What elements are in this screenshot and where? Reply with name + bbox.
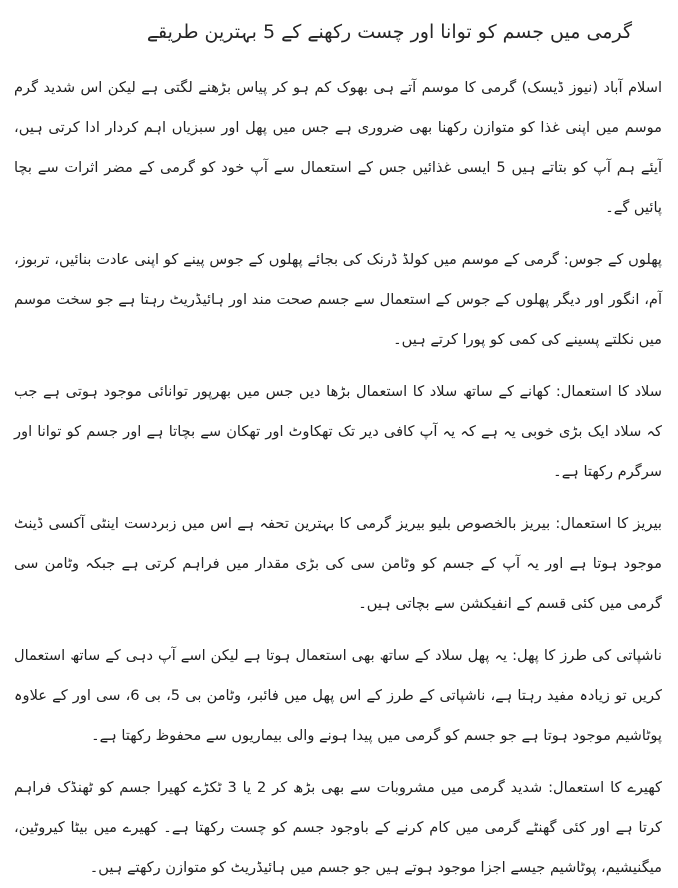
article-paragraph-pear-fruit: ناشپاتی کی طرز کا پھل: یہ پھل سلاد کے ساتھ بھی استعمال ہوتا ہے لیکن اسے آپ دہی کے ساتھ استعمال کریں تو زیادہ مفید رہتا ہے، ناشپاتی کے طرز کے اس پھل میں فائبر، وٹامن بی 5، بی 6، سی اور کے علاوہ پوٹاشیم موجود ہوتا ہے جو جسم کو گرمی میں پیدا ہونے والی بیماریوں سے محفوظ رکھتا ہے۔	[14, 647, 662, 744]
article-paragraph-berries: بیریز کا استعمال: بیریز بالخصوص بلیو بیریز گرمی کا بہترین تحفہ ہے اس میں زبردست اینٹی آکسی ڈینٹ موجود ہوتا ہے اور یہ آپ کے جسم کو وٹامن سی کی بڑی مقدار میں فراہم کرتی ہے جبکہ وٹامن سی گرمی میں کئی قسم کے انفیکشن سے بچاتی ہیں۔	[14, 515, 662, 612]
article-paragraph-salad: سلاد کا استعمال: کھانے کے ساتھ سلاد کا استعمال بڑھا دیں جس میں بھرپور توانائی موجود ہوتی ہے جب کہ سلاد ایک بڑی خوبی یہ ہے کہ یہ آپ کافی دیر تک تھکاوٹ اور تھکان سے بچاتا ہے اور جسم کو توانا اور سرگرم رکھتا ہے۔	[14, 383, 662, 480]
article-title: گرمی میں جسم کو توانا اور چست رکھنے کے 5 بہترین طریقے	[146, 21, 632, 43]
article-paragraph-cucumber: کھیرے کا استعمال: شدید گرمی میں مشروبات سے بھی بڑھ کر 2 یا 3 ٹکڑے کھیرا جسم کو ٹھنڈک فراہم کرتا ہے اور کئی گھنٹے گرمی میں کام کرنے کے باوجود جسم کو چست رکھتا ہے۔ کھیرے میں بیٹا کیروٹین، میگنیشیم، پوٹاشیم جیسے اجزا موجود ہوتے ہیں جو جسم میں ہائیڈریٹ کو متوازن رکھتے ہیں۔	[14, 779, 663, 876]
article-paragraph-intro: اسلام آباد (نیوز ڈیسک) گرمی کا موسم آتے ہی بھوک کم ہو کر پیاس بڑھنے لگتی ہے لیکن اس شدید گرم موسم میں اپنی غذا کو متوازن رکھنا بھی ضروری ہے جس میں پھل اور سبزیاں اہم کردار ادا کرتی ہیں، آیئے ہم آپ کو بتاتے ہیں 5 ایسی غذائیں جس کے استعمال سے آپ خود کو گرمی کے مضر اثرات سے بچا پائیں گے۔	[14, 79, 662, 216]
article-paragraph-fruit-juices: پھلوں کے جوس: گرمی کے موسم میں کولڈ ڈرنک کی بجائے پھلوں کے جوس پینے کو اپنی عادت بنائیں، تربوز، آم، انگور اور دیگر پھلوں کے جوس کے استعمال سے جسم صحت مند اور ہائیڈریٹ رہتا ہے جو سخت موسم میں نکلتے پسینے کی کمی کو پورا کرتے ہیں۔	[14, 251, 662, 348]
